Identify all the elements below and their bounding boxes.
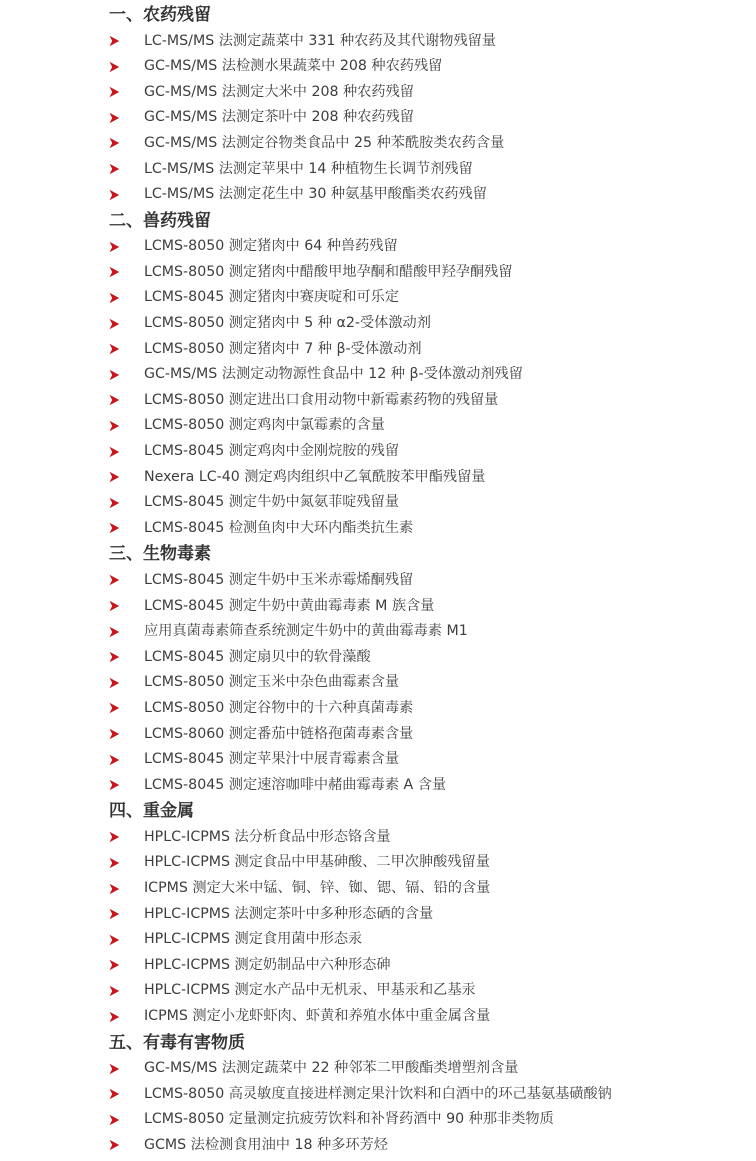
chevron-right-icon xyxy=(108,934,120,946)
chevron-right-icon xyxy=(108,728,120,740)
list-item-text: GC-MS/MS 法测定蔬菜中 22 种邻苯二甲酸酯类增塑剂含量 xyxy=(144,1060,519,1077)
list-item-text: LCMS-8050 测定鸡肉中氯霉素的含量 xyxy=(144,417,385,434)
chevron-right-icon xyxy=(108,959,120,971)
list-item-text: HPLC-ICPMS 测定奶制品中六种形态砷 xyxy=(144,956,391,973)
chevron-right-icon xyxy=(108,779,120,791)
chevron-right-icon xyxy=(108,754,120,766)
list-item-text: LCMS-8045 测定牛奶中玉米赤霉烯酮残留 xyxy=(144,571,414,588)
chevron-right-icon xyxy=(108,574,120,586)
list-item-text: HPLC-ICPMS 法分析食品中形态铬含量 xyxy=(144,828,391,845)
list-item-text: LCMS-8050 测定进出口食用动物中新霉素药物的残留量 xyxy=(144,391,499,408)
chevron-right-icon xyxy=(108,86,120,98)
chevron-right-icon xyxy=(108,600,120,612)
list-item-text: LC-MS/MS 法测定苹果中 14 种植物生长调节剂残留 xyxy=(144,160,473,177)
list-item xyxy=(108,670,399,695)
chevron-right-icon xyxy=(108,266,120,278)
list-item xyxy=(108,645,371,670)
list-item xyxy=(108,80,414,105)
list-item xyxy=(108,594,435,619)
list-item xyxy=(108,285,399,310)
list-item xyxy=(108,1056,518,1081)
list-item xyxy=(108,516,413,541)
chevron-right-icon xyxy=(108,446,120,458)
chevron-right-icon xyxy=(108,420,120,432)
list-item xyxy=(108,131,504,156)
section-heading-veterinary-drug-residue: 二、兽药残留 xyxy=(109,210,211,231)
section-heading-heavy-metal: 四、重金属 xyxy=(109,801,194,822)
list-item xyxy=(108,337,422,362)
chevron-right-icon xyxy=(108,1063,120,1075)
list-item xyxy=(108,234,398,259)
chevron-right-icon xyxy=(108,1088,120,1100)
chevron-right-icon xyxy=(108,61,120,73)
list-item xyxy=(108,902,433,927)
list-item xyxy=(108,876,490,901)
list-item-text: HPLC-ICPMS 测定食用菌中形态汞 xyxy=(144,931,363,948)
list-item xyxy=(108,722,413,747)
chevron-right-icon xyxy=(108,497,120,509)
chevron-right-icon xyxy=(108,35,120,47)
list-item xyxy=(108,568,413,593)
list-item xyxy=(108,1133,388,1158)
list-item xyxy=(108,696,413,721)
section-heading-biotoxin: 三、生物毒素 xyxy=(109,544,211,565)
list-item xyxy=(108,953,391,978)
list-item xyxy=(108,465,486,490)
chevron-right-icon xyxy=(108,831,120,843)
chevron-right-icon xyxy=(108,189,120,201)
list-item xyxy=(108,54,442,79)
list-item-text: Nexera LC-40 测定鸡肉组织中乙氧酰胺苯甲酯残留量 xyxy=(144,468,486,485)
chevron-right-icon xyxy=(108,369,120,381)
chevron-right-icon xyxy=(108,908,120,920)
list-item xyxy=(108,362,523,387)
list-item-text: LCMS-8050 测定玉米中杂色曲霉素含量 xyxy=(144,674,400,691)
list-item xyxy=(108,105,414,130)
list-item-text: LCMS-8045 检测鱼肉中大环内酯类抗生素 xyxy=(144,519,414,536)
list-item xyxy=(108,311,431,336)
list-item xyxy=(108,927,362,952)
list-item-text: LCMS-8050 定量测定抗疲劳饮料和补肾药酒中 90 种那非类物质 xyxy=(144,1111,554,1128)
list-item-text: LCMS-8045 测定苹果汁中展青霉素含量 xyxy=(144,751,400,768)
list-item-text: LCMS-8050 测定猪肉中 7 种 β-受体激动剂 xyxy=(144,340,422,357)
list-item xyxy=(108,978,476,1003)
list-item-text: LC-MS/MS 法测定蔬菜中 331 种农药及其代谢物残留量 xyxy=(144,32,497,49)
list-item-text: LCMS-8045 测定猪肉中赛庚啶和可乐定 xyxy=(144,289,400,306)
list-item xyxy=(108,850,490,875)
list-item-text: GC-MS/MS 法测定大米中 208 种农药残留 xyxy=(144,83,414,100)
list-item-text: HPLC-ICPMS 测定水产品中无机汞、甲基汞和乙基汞 xyxy=(144,982,476,999)
list-item-text: LCMS-8045 测定速溶咖啡中赭曲霉毒素 A 含量 xyxy=(144,776,447,793)
list-item-text: LCMS-8045 测定牛奶中黄曲霉毒素 M 族含量 xyxy=(144,597,435,614)
list-item xyxy=(108,1107,554,1132)
list-item xyxy=(108,1004,490,1029)
chevron-right-icon xyxy=(108,241,120,253)
chevron-right-icon xyxy=(108,163,120,175)
chevron-right-icon xyxy=(108,137,120,149)
list-item-text: LCMS-8045 测定牛奶中氮氨菲啶残留量 xyxy=(144,494,400,511)
list-item-text: GC-MS/MS 法测定茶叶中 208 种农药残留 xyxy=(144,109,414,126)
list-item xyxy=(108,157,473,182)
chevron-right-icon xyxy=(108,1139,120,1151)
chevron-right-icon xyxy=(108,677,120,689)
list-item-text: LCMS-8050 测定猪肉中醋酸甲地孕酮和醋酸甲羟孕酮残留 xyxy=(144,263,513,280)
list-item xyxy=(108,773,446,798)
chevron-right-icon xyxy=(108,471,120,483)
list-item xyxy=(108,1082,612,1107)
list-item xyxy=(108,413,385,438)
list-item-text: LCMS-8050 测定谷物中的十六种真菌毒素 xyxy=(144,699,414,716)
list-item-text: LCMS-8050 测定猪肉中 64 种兽药残留 xyxy=(144,238,398,255)
chevron-right-icon xyxy=(108,522,120,534)
chevron-right-icon xyxy=(108,112,120,124)
list-item xyxy=(108,490,399,515)
list-item-text: LCMS-8045 测定扇贝中的软骨藻酸 xyxy=(144,648,371,665)
chevron-right-icon xyxy=(108,343,120,355)
list-item xyxy=(108,439,399,464)
chevron-right-icon xyxy=(108,857,120,869)
chevron-right-icon xyxy=(108,985,120,997)
section-heading-toxic-substance: 五、有毒有害物质 xyxy=(109,1032,245,1053)
chevron-right-icon xyxy=(108,1011,120,1023)
chevron-right-icon xyxy=(108,626,120,638)
list-item xyxy=(108,260,513,285)
list-item-text: GC-MS/MS 法检测水果蔬菜中 208 种农药残留 xyxy=(144,58,443,75)
list-item-text: LCMS-8050 高灵敏度直接进样测定果汁饮料和白酒中的环己基氨基磺酸钠 xyxy=(144,1085,612,1102)
list-item-text: GC-MS/MS 法测定谷物类食品中 25 种苯酰胺类农药含量 xyxy=(144,134,505,151)
chevron-right-icon xyxy=(108,318,120,330)
list-item-text: LC-MS/MS 法测定花生中 30 种氨基甲酸酯类农药残留 xyxy=(144,186,487,203)
list-item xyxy=(108,388,498,413)
chevron-right-icon xyxy=(108,1114,120,1126)
list-item-text: GC-MS/MS 法测定动物源性食品中 12 种 β-受体激动剂残留 xyxy=(144,366,523,383)
list-item-text: HPLC-ICPMS 测定食品中甲基砷酸、二甲次胂酸残留量 xyxy=(144,854,490,871)
list-item-text: HPLC-ICPMS 法测定茶叶中多种形态硒的含量 xyxy=(144,905,434,922)
list-item-text: LCMS-8050 测定猪肉中 5 种 α2-受体激动剂 xyxy=(144,315,431,331)
list-item xyxy=(108,182,487,207)
chevron-right-icon xyxy=(108,883,120,895)
list-item-text: LCMS-8060 测定番茄中链格孢菌毒素含量 xyxy=(144,725,414,742)
chevron-right-icon xyxy=(108,702,120,714)
section-heading-pesticide-residue: 一、农药残留 xyxy=(109,5,211,25)
list-item-text: LCMS-8045 测定鸡肉中金刚烷胺的残留 xyxy=(144,443,400,459)
chevron-right-icon xyxy=(108,292,120,304)
list-item xyxy=(108,29,496,54)
list-item-text: GCMS 法检测食用油中 18 种多环芳烃 xyxy=(144,1136,388,1153)
list-item xyxy=(108,825,391,850)
list-item-text: ICPMS 测定小龙虾虾肉、虾黄和养殖水体中重金属含量 xyxy=(144,1008,491,1024)
chevron-right-icon xyxy=(108,651,120,663)
chevron-right-icon xyxy=(108,394,120,406)
list-item-text: ICPMS 测定大米中锰、铜、锌、铷、锶、镉、铅的含量 xyxy=(144,880,491,896)
list-item xyxy=(108,747,399,772)
list-item-text: 应用真菌毒素筛查系统测定牛奶中的黄曲霉毒素 M1 xyxy=(144,623,468,640)
list-item xyxy=(108,619,468,644)
